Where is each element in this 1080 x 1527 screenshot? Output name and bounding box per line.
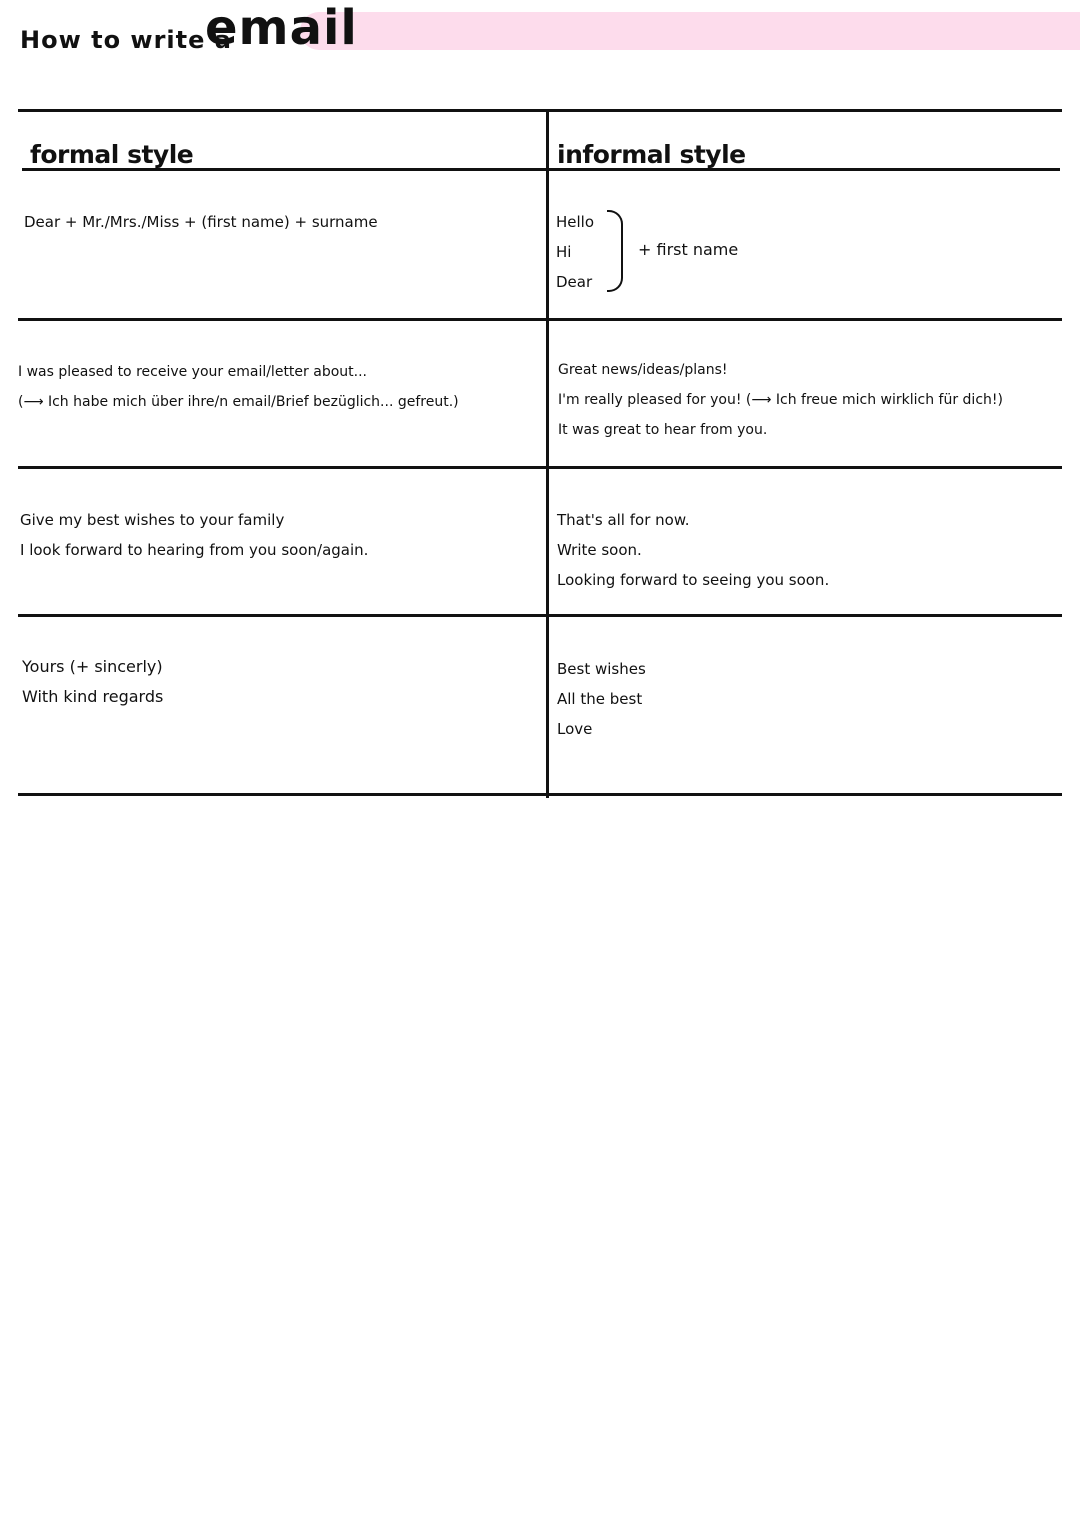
phrase: Give my best wishes to your family <box>20 511 285 529</box>
formal-cell-closing <box>20 505 368 565</box>
phrase: It was great to hear from you. <box>558 422 768 438</box>
row-divider <box>18 318 1062 321</box>
brace-bracket <box>607 210 623 292</box>
phrase: All the best <box>557 690 643 708</box>
title-highlight-word: email <box>205 0 358 56</box>
formal-cell-signoff <box>22 652 163 712</box>
formal-style-header: formal style <box>30 140 194 169</box>
phrase: Hello <box>556 213 595 231</box>
informal-cell-closing <box>557 505 829 595</box>
table-top-border <box>18 109 1062 112</box>
table-bottom-border <box>18 793 1062 796</box>
phrase: That's all for now. <box>557 511 690 529</box>
brace-note: + first name <box>638 240 739 259</box>
title-prefix: How to write a <box>20 26 232 54</box>
phrase: Looking forward to seeing you soon. <box>557 571 830 589</box>
row-divider <box>18 466 1062 469</box>
formal-cell-greeting <box>24 207 378 237</box>
phrase: Hi <box>556 243 572 261</box>
phrase: Write soon. <box>557 541 642 559</box>
phrase: Love <box>557 720 593 738</box>
column-divider <box>546 110 549 798</box>
phrase: Best wishes <box>557 660 646 678</box>
informal-style-header: informal style <box>557 140 746 169</box>
phrase: Yours (+ sincerly) <box>22 657 163 676</box>
informal-cell-signoff <box>557 654 646 744</box>
phrase: Dear <box>556 273 593 291</box>
phrase: (⟶ Ich habe mich über ihre/n email/Brief bezüglich... gefreut.) <box>18 394 459 410</box>
phrase: Dear + Mr./Mrs./Miss + (first name) + surname <box>24 213 378 231</box>
informal-cell-greeting <box>556 207 594 297</box>
phrase: I look forward to hearing from you soon/again. <box>20 541 369 559</box>
phrase: I'm really pleased for you! (⟶ Ich freue mich wirklich für dich!) <box>558 392 1003 408</box>
informal-cell-opening <box>558 355 1003 445</box>
formal-cell-opening <box>18 357 459 417</box>
phrase: I was pleased to receive your email/letter about... <box>18 364 367 380</box>
phrase: Great news/ideas/plans! <box>558 362 728 378</box>
title-highlight-bar <box>300 12 1080 50</box>
row-divider <box>18 614 1062 617</box>
phrase: With kind regards <box>22 687 164 706</box>
